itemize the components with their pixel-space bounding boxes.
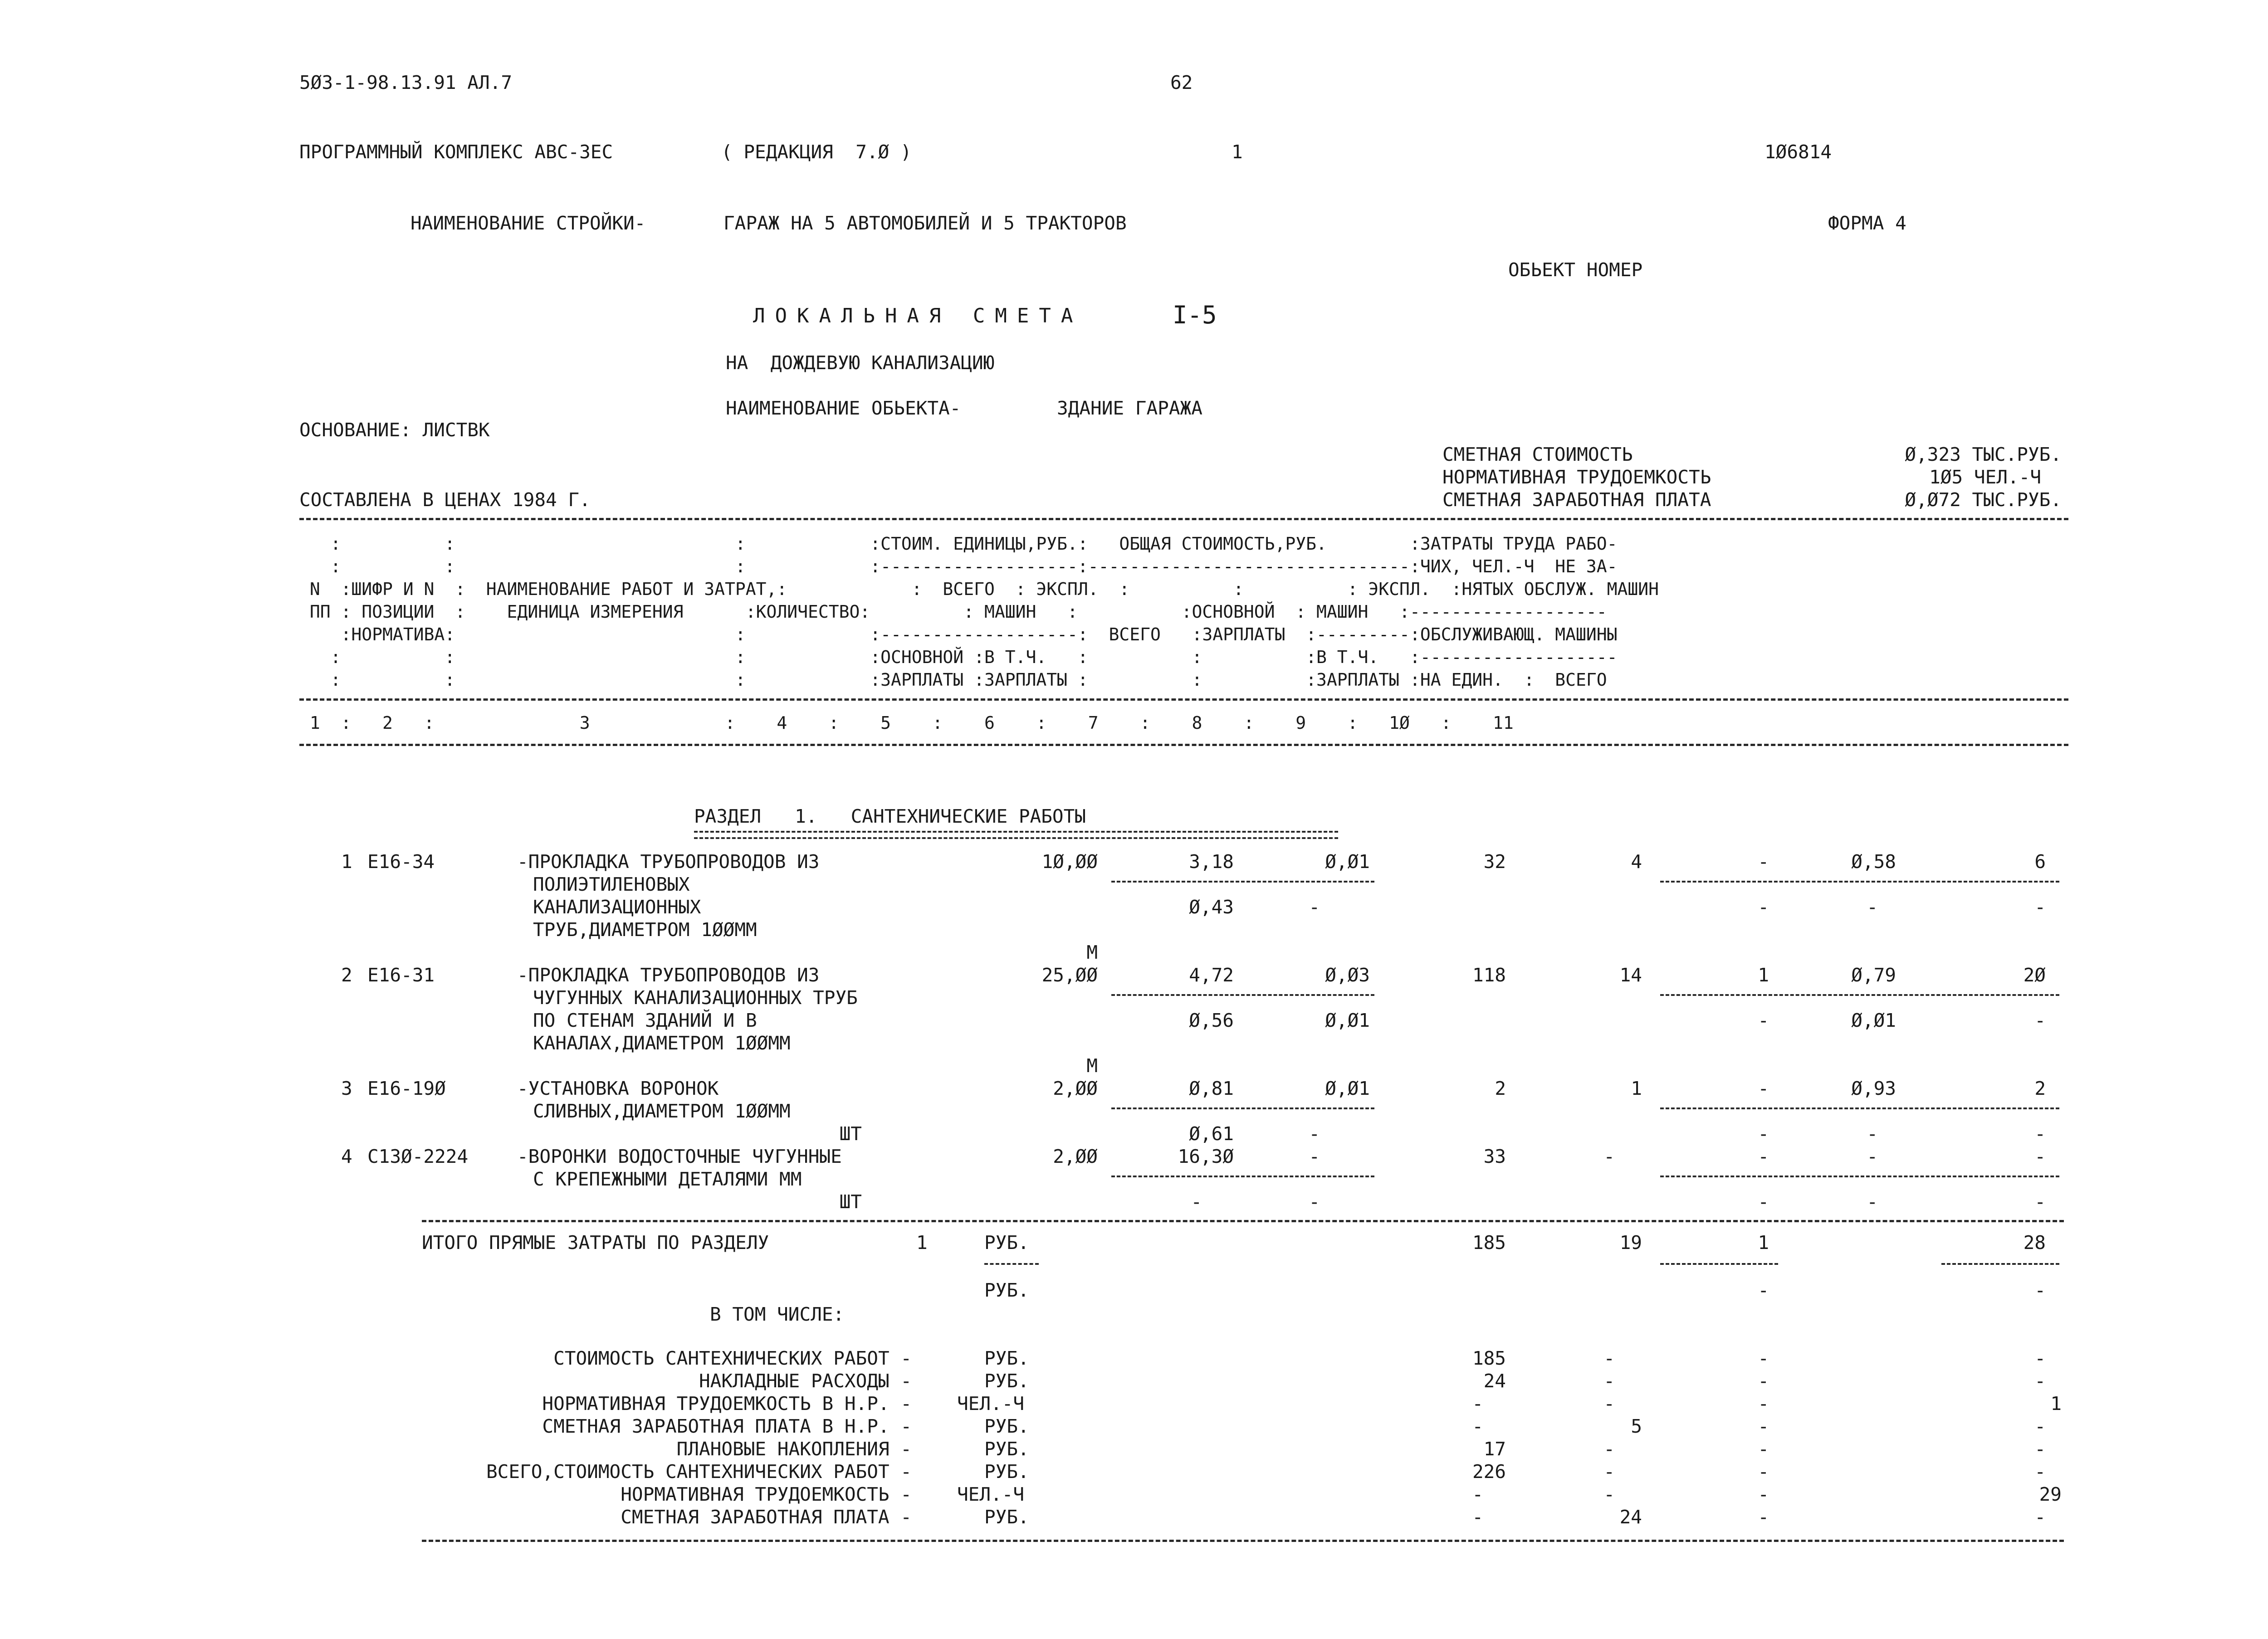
- header-line-5: :НОРМАТИВА: : :-------------------: ВСЕГО :ЗАРПЛАТЫ :---------:ОБСЛУЖИВАЮЩ. МАШИНЫ: [299, 624, 1618, 644]
- summary-item-cell-7: -: [1472, 1506, 1483, 1528]
- document-code: 5Ø3-1-98.13.91 АЛ.7: [299, 72, 512, 93]
- row-cell-5b: Ø,43: [1189, 896, 1234, 918]
- summary-item-cell-7: 17: [1483, 1438, 1506, 1460]
- summary-item-cell-8: 24: [1619, 1506, 1642, 1528]
- row-cell-9b: -: [1758, 1010, 1769, 1031]
- summary-item-label: НОРМАТИВНАЯ ТРУДОЕМКОСТЬ -: [621, 1483, 912, 1505]
- row-name-line: ТРУБ,ДИАМЕТРОМ 1ØØММ: [533, 919, 757, 941]
- basis-text: ОСНОВАНИЕ: ЛИСТВК: [299, 419, 490, 441]
- header-line-6: : : : :ОСНОВНОЙ :В Т.Ч. : : :В Т.Ч. :-------------------: [299, 647, 1618, 667]
- section-underline: [694, 831, 1338, 839]
- summary-item-cell-7: 185: [1472, 1347, 1506, 1369]
- row-name-line: КАНАЛАХ,ДИАМЕТРОМ 1ØØММ: [533, 1032, 791, 1054]
- row-name-line: ЧУГУННЫХ КАНАЛИЗАЦИОННЫХ ТРУБ: [533, 987, 858, 1009]
- row-unit: М: [1086, 1055, 1098, 1077]
- summary-cell-8: 19: [1619, 1232, 1642, 1254]
- site-value: ГАРАЖ НА 5 АВТОМОБИЛЕЙ И 5 ТРАКТОРОВ: [723, 212, 1127, 234]
- row-name-line: КАНАЛИЗАЦИОННЫХ: [533, 896, 701, 918]
- header-line-7: : : : :ЗАРПЛАТЫ :ЗАРПЛАТЫ : : :ЗАРПЛАТЫ :НА ЕДИН. : ВСЕГО: [299, 670, 1607, 690]
- row-number: 4: [341, 1146, 352, 1167]
- row-cell-10b: -: [1867, 1191, 1878, 1213]
- summary-item-unit: РУБ.: [984, 1438, 1029, 1460]
- row-cell-9: 1: [1758, 964, 1769, 986]
- summary-item-cell-9: -: [1758, 1483, 1769, 1505]
- total-value-cost: Ø,323 ТЫС.РУБ.: [1905, 444, 2062, 465]
- document-title: ЛОКАЛЬНАЯ СМЕТА: [753, 304, 1083, 327]
- summary-item-label: НАКЛАДНЫЕ РАСХОДЫ -: [699, 1370, 912, 1392]
- row-cell-11: 6: [2034, 851, 2046, 873]
- row-number: 3: [341, 1078, 352, 1099]
- summary-item-cell-9: -: [1758, 1461, 1769, 1483]
- row-cell-6b: Ø,Ø1: [1325, 1010, 1370, 1031]
- row-code: Е16-19Ø: [367, 1078, 446, 1099]
- row-cell-9: -: [1758, 1146, 1769, 1167]
- document-title-number: I-5: [1173, 301, 1217, 329]
- row-name-line: -ПРОКЛАДКА ТРУБОПРОВОДОВ ИЗ: [517, 964, 820, 986]
- summary-item-cell-11: -: [2034, 1370, 2046, 1392]
- row-code: С13Ø-2224: [367, 1146, 469, 1167]
- summary-item-cell-9: -: [1758, 1347, 1769, 1369]
- summary-item-unit: РУБ.: [984, 1370, 1029, 1392]
- row-unit: М: [1086, 941, 1098, 963]
- row-cell-9b: -: [1758, 896, 1769, 918]
- row-name-line: ПОЛИЭТИЛЕНОВЫХ: [533, 873, 690, 895]
- row-divider: [1111, 881, 1374, 883]
- row-cell-5: 4,72: [1189, 964, 1234, 986]
- row-cell-11b: -: [2034, 896, 2046, 918]
- summary-item-unit: РУБ.: [984, 1506, 1029, 1528]
- row-cell-11: 2: [2034, 1078, 2046, 1099]
- row-qty: 2,ØØ: [1053, 1078, 1098, 1099]
- summary-item-cell-11: 29: [2039, 1483, 2062, 1505]
- summary-including: В ТОМ ЧИСЛЕ:: [710, 1303, 845, 1325]
- program-name: ПРОГРАММНЫЙ КОМПЛЕКС АВС-3ЕС: [299, 141, 613, 163]
- total-label-labor: НОРМАТИВНАЯ ТРУДОЕМКОСТЬ: [1442, 466, 1711, 488]
- row-divider: [1660, 994, 2059, 996]
- row-unit: ШТ: [839, 1191, 862, 1213]
- total-value-labor: 1Ø5 ЧЕЛ.-Ч: [1929, 466, 2041, 488]
- summary-item-label: СМЕТНАЯ ЗАРАБОТНАЯ ПЛАТА -: [621, 1506, 912, 1528]
- summary-item-cell-7: 226: [1472, 1461, 1506, 1483]
- total-label-wages: СМЕТНАЯ ЗАРАБОТНАЯ ПЛАТА: [1442, 489, 1711, 511]
- row-name-line: -ПРОКЛАДКА ТРУБОПРОВОДОВ ИЗ: [517, 851, 820, 873]
- summary-item-unit: РУБ.: [984, 1347, 1029, 1369]
- header-line-1: : : : :СТОИМ. ЕДИНИЦЫ,РУБ.: ОБЩАЯ СТОИМОСТЬ,РУБ. :ЗАТРАТЫ ТРУДА РАБО-: [299, 534, 1618, 554]
- summary-label: ИТОГО ПРЯМЫЕ ЗАТРАТЫ ПО РАЗДЕЛУ: [422, 1232, 769, 1254]
- summary-item-cell-8: -: [1603, 1370, 1615, 1392]
- row-divider: [1111, 1107, 1374, 1109]
- row-unit: ШТ: [839, 1123, 862, 1145]
- row-divider: [1660, 1107, 2059, 1109]
- row-cell-7: 33: [1483, 1146, 1506, 1167]
- summary-item-label: НОРМАТИВНАЯ ТРУДОЕМКОСТЬ В Н.Р. -: [542, 1393, 912, 1415]
- row-cell-5: 3,18: [1189, 851, 1234, 873]
- row-cell-5b: -: [1191, 1191, 1202, 1213]
- row-cell-6b: -: [1309, 1191, 1320, 1213]
- document-code-2: 1Ø6814: [1765, 141, 1832, 163]
- summary-item-cell-9: -: [1758, 1415, 1769, 1437]
- row-cell-9: -: [1758, 1078, 1769, 1099]
- program-edition: ( РЕДАКЦИЯ 7.Ø ): [721, 141, 912, 163]
- row-cell-11b: -: [2034, 1123, 2046, 1145]
- summary-item-cell-9: -: [1758, 1506, 1769, 1528]
- summary-item-cell-7: 24: [1483, 1370, 1506, 1392]
- row-cell-8: 14: [1619, 964, 1642, 986]
- row-code: Е16-31: [367, 964, 435, 986]
- total-label-cost: СМЕТНАЯ СТОИМОСТЬ: [1442, 444, 1633, 465]
- row-qty: 1Ø,ØØ: [1041, 851, 1098, 873]
- row-cell-10b: Ø,Ø1: [1851, 1010, 1896, 1031]
- row-qty: 2,ØØ: [1053, 1146, 1098, 1167]
- summary-divider: [1941, 1263, 2059, 1265]
- column-numbers: 1 : 2 : 3 : 4 : 5 : 6 : 7 : 8 : 9 : 1Ø : 11: [299, 713, 1514, 733]
- row-cell-7: 118: [1472, 964, 1506, 986]
- summary-item-cell-11: 1: [2050, 1393, 2062, 1415]
- summary-item-cell-9: -: [1758, 1370, 1769, 1392]
- row-cell-11: 2Ø: [2023, 964, 2046, 986]
- prices-year: СОСТАВЛЕНА В ЦЕНАХ 1984 Г.: [299, 489, 591, 511]
- summary-item-cell-9: -: [1758, 1393, 1769, 1415]
- row-cell-10b: -: [1867, 1123, 1878, 1145]
- row-cell-10: -: [1867, 1146, 1878, 1167]
- row-cell-10: Ø,58: [1851, 851, 1896, 873]
- row-number: 1: [341, 851, 352, 873]
- summary-bottom-rule: [422, 1540, 2064, 1542]
- summary-item-cell-8: -: [1603, 1347, 1615, 1369]
- summary-unit-divider: [984, 1263, 1039, 1265]
- row-cell-8: 1: [1631, 1078, 1642, 1099]
- summary-item-unit: ЧЕЛ.-Ч: [957, 1393, 1025, 1415]
- object-number: ОБЬЕКТ НОМЕР: [1508, 259, 1643, 281]
- row-cell-5b: Ø,61: [1189, 1123, 1234, 1145]
- header-line-2: : : : :-------------------:-------------------------------:ЧИХ, ЧЕЛ.-Ч НЕ ЗА-: [299, 556, 1618, 576]
- sheet-number: 1: [1232, 141, 1243, 163]
- summary-cell-9b: -: [1758, 1279, 1769, 1301]
- header-line-4: ПП : ПОЗИЦИИ : ЕДИНИЦА ИЗМЕРЕНИЯ :КОЛИЧЕСТВО: : МАШИН : :ОСНОВНОЙ : МАШИН :-------------------: [299, 602, 1607, 622]
- row-cell-6: Ø,Ø1: [1325, 851, 1370, 873]
- row-cell-5b: Ø,56: [1189, 1010, 1234, 1031]
- summary-cell-11: 28: [2023, 1232, 2046, 1254]
- summary-item-cell-8: -: [1603, 1393, 1615, 1415]
- summary-item-cell-7: -: [1472, 1393, 1483, 1415]
- row-cell-7: 32: [1483, 851, 1506, 873]
- row-cell-8: 4: [1631, 851, 1642, 873]
- summary-item-label: ВСЕГО,СТОИМОСТЬ САНТЕХНИЧЕСКИХ РАБОТ -: [486, 1461, 912, 1483]
- row-cell-7: 2: [1495, 1078, 1506, 1099]
- summary-item-cell-8: -: [1603, 1483, 1615, 1505]
- row-cell-8: -: [1603, 1146, 1615, 1167]
- site-label: НАИМЕНОВАНИЕ СТРОЙКИ-: [411, 212, 646, 234]
- row-qty: 25,ØØ: [1041, 964, 1098, 986]
- summary-unit-1: РУБ.: [984, 1232, 1029, 1254]
- summary-item-cell-8: -: [1603, 1461, 1615, 1483]
- row-name-line: СЛИВНЫХ,ДИАМЕТРОМ 1ØØММ: [533, 1100, 791, 1122]
- row-cell-10b: -: [1867, 896, 1878, 918]
- section-title: РАЗДЕЛ 1. САНТЕХНИЧЕСКИЕ РАБОТЫ: [694, 805, 1086, 827]
- row-name-line: ПО СТЕНАМ ЗДАНИЙ И В: [533, 1010, 757, 1031]
- row-cell-6: Ø,Ø1: [1325, 1078, 1370, 1099]
- summary-item-cell-8: 5: [1631, 1415, 1642, 1437]
- summary-item-unit: РУБ.: [984, 1415, 1029, 1437]
- summary-item-label: СМЕТНАЯ ЗАРАБОТНАЯ ПЛАТА В Н.Р. -: [542, 1415, 912, 1437]
- row-cell-6: Ø,Ø3: [1325, 964, 1370, 986]
- row-cell-11b: -: [2034, 1010, 2046, 1031]
- summary-top-rule: [422, 1220, 2064, 1222]
- row-cell-6: -: [1309, 1146, 1320, 1167]
- row-divider: [1111, 1176, 1374, 1177]
- row-cell-9b: -: [1758, 1123, 1769, 1145]
- row-name-line: -УСТАНОВКА ВОРОНОК: [517, 1078, 719, 1099]
- row-name-line: -ВОРОНКИ ВОДОСТОЧНЫЕ ЧУГУННЫЕ: [517, 1146, 842, 1167]
- object-value: ЗДАНИЕ ГАРАЖА: [1057, 397, 1202, 419]
- summary-divider: [1660, 1263, 1778, 1265]
- summary-cell-11b: -: [2034, 1279, 2046, 1301]
- summary-item-cell-11: -: [2034, 1347, 2046, 1369]
- summary-item-label: ПЛАНОВЫЕ НАКОПЛЕНИЯ -: [676, 1438, 912, 1460]
- row-cell-6b: -: [1309, 1123, 1320, 1145]
- row-code: Е16-34: [367, 851, 435, 873]
- summary-cell-7: 185: [1472, 1232, 1506, 1254]
- row-divider: [1111, 994, 1374, 996]
- summary-item-cell-8: -: [1603, 1438, 1615, 1460]
- summary-item-cell-11: -: [2034, 1415, 2046, 1437]
- total-value-wages: Ø,Ø72 ТЫС.РУБ.: [1905, 489, 2062, 511]
- header-mid-rule: [299, 698, 2068, 701]
- summary-item-cell-11: -: [2034, 1461, 2046, 1483]
- summary-item-unit: РУБ.: [984, 1461, 1029, 1483]
- form-number: ФОРМА 4: [1828, 212, 1906, 234]
- row-cell-9b: -: [1758, 1191, 1769, 1213]
- summary-item-cell-7: -: [1472, 1483, 1483, 1505]
- header-bottom-rule: [299, 744, 2068, 746]
- row-cell-9: -: [1758, 851, 1769, 873]
- row-divider: [1660, 1176, 2059, 1177]
- row-cell-11b: -: [2034, 1191, 2046, 1213]
- summary-item-cell-11: -: [2034, 1506, 2046, 1528]
- row-name-line: С КРЕПЕЖНЫМИ ДЕТАЛЯМИ ММ: [533, 1168, 802, 1190]
- row-number: 2: [341, 964, 352, 986]
- page-number: 62: [1170, 72, 1193, 93]
- row-cell-6b: -: [1309, 896, 1320, 918]
- summary-item-label: СТОИМОСТЬ САНТЕХНИЧЕСКИХ РАБОТ -: [553, 1347, 912, 1369]
- header-top-rule: [299, 518, 2068, 520]
- row-cell-11: -: [2034, 1146, 2046, 1167]
- header-line-3: N :ШИФР И N : НАИМЕНОВАНИЕ РАБОТ И ЗАТРАТ,: : ВСЕГО : ЭКСПЛ. : : : ЭКСПЛ. :НЯТЫХ ОБСЛУЖ. МАШИН: [299, 579, 1659, 599]
- summary-cell-9: 1: [1758, 1232, 1769, 1254]
- document-subtitle: НА ДОЖДЕВУЮ КАНАЛИЗАЦИЮ: [726, 352, 995, 374]
- row-divider: [1660, 881, 2059, 883]
- row-cell-10: Ø,79: [1851, 964, 1896, 986]
- row-cell-5: 16,3Ø: [1178, 1146, 1234, 1167]
- row-cell-5: Ø,81: [1189, 1078, 1234, 1099]
- summary-item-cell-7: -: [1472, 1415, 1483, 1437]
- object-label: НАИМЕНОВАНИЕ ОБЬЕКТА-: [726, 397, 961, 419]
- row-cell-10: Ø,93: [1851, 1078, 1896, 1099]
- summary-item-unit: ЧЕЛ.-Ч: [957, 1483, 1025, 1505]
- summary-item-cell-11: -: [2034, 1438, 2046, 1460]
- summary-unit-2: РУБ.: [984, 1279, 1029, 1301]
- summary-item-cell-9: -: [1758, 1438, 1769, 1460]
- summary-section-number: 1: [916, 1232, 928, 1254]
